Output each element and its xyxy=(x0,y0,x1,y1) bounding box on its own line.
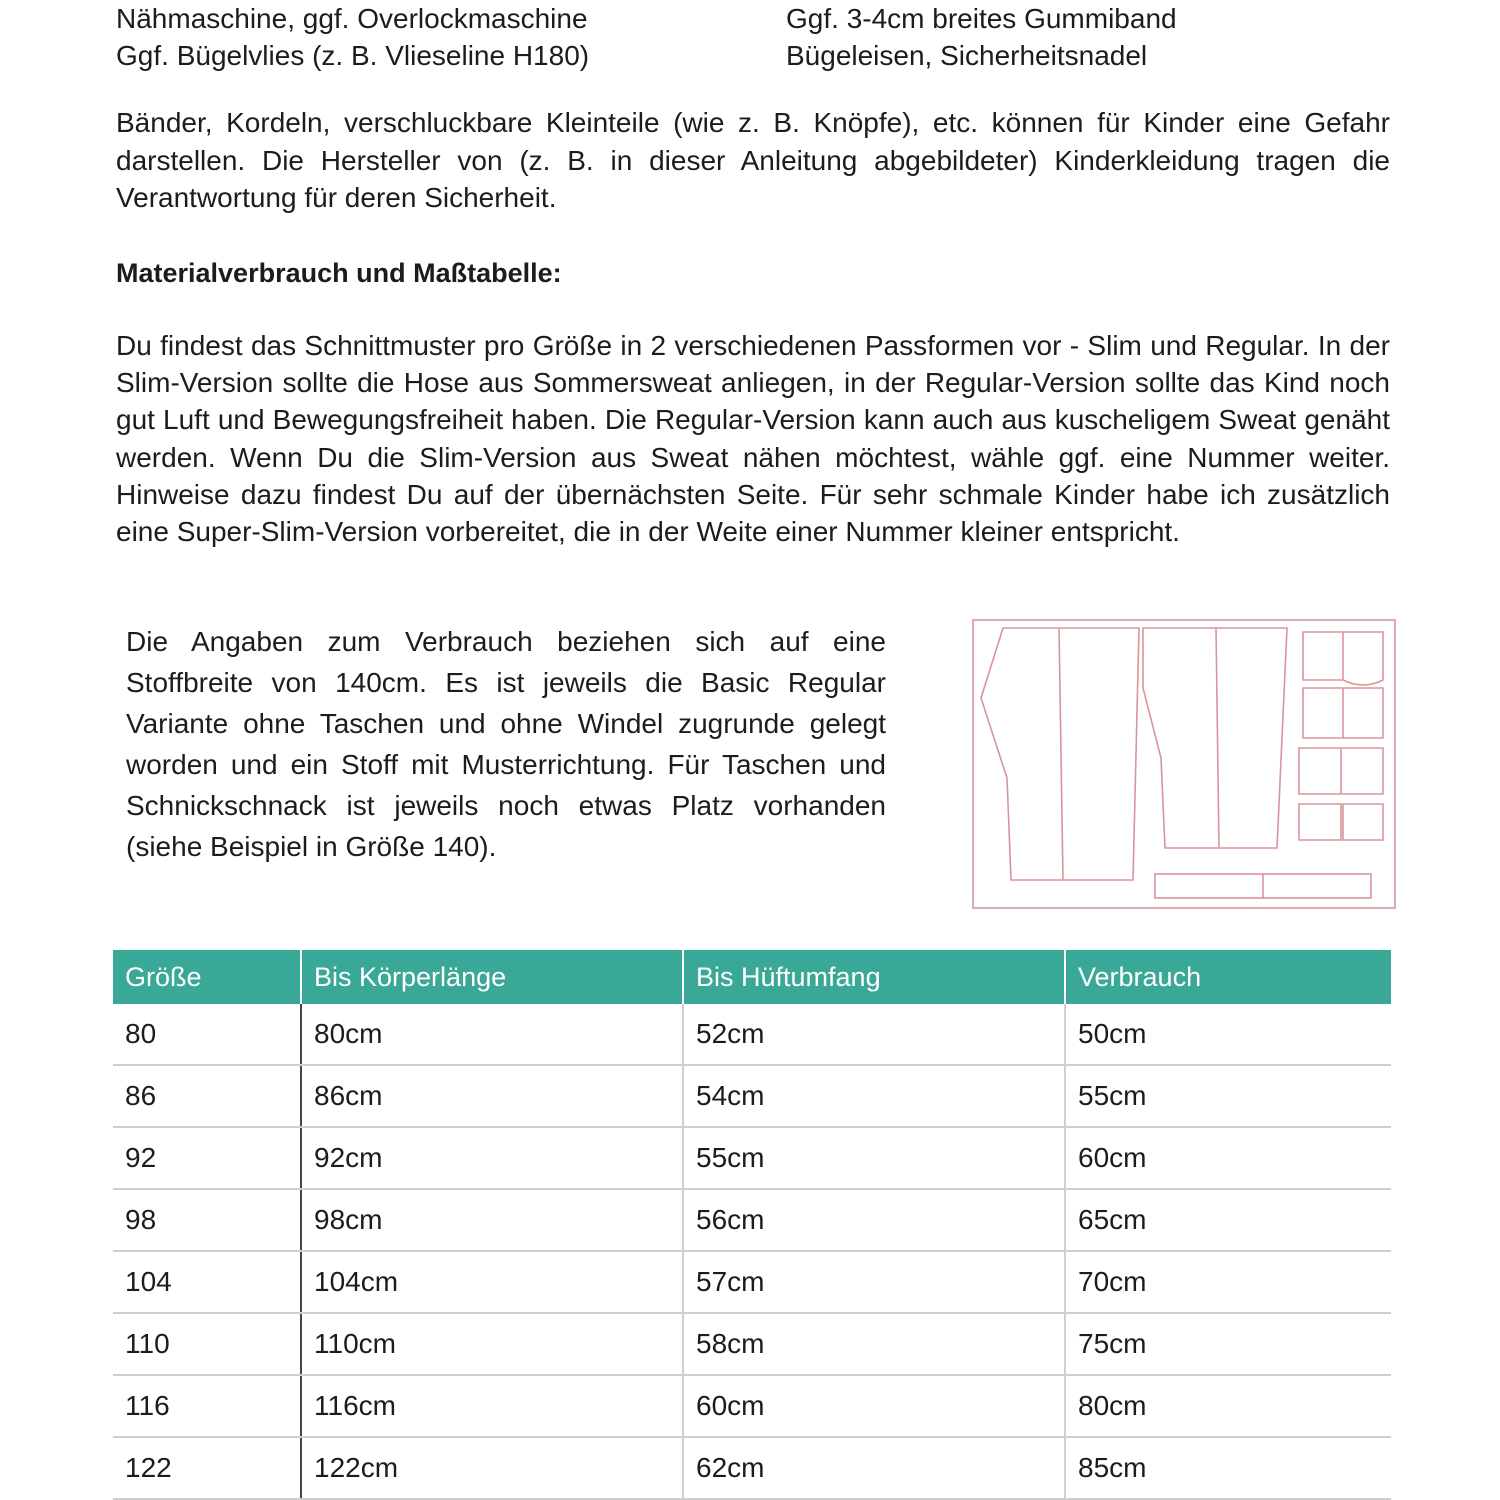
column-header-body-length: Bis Körperlänge xyxy=(301,950,683,1004)
hip-cell: 58cm xyxy=(683,1313,1065,1375)
consumption-cell: 75cm xyxy=(1065,1313,1391,1375)
size-cell: 122 xyxy=(113,1437,301,1499)
table-row xyxy=(113,1313,1391,1375)
table-row xyxy=(113,1375,1391,1437)
fabric-outline xyxy=(973,620,1395,908)
hip-cell: 57cm xyxy=(683,1251,1065,1313)
body-length-cell: 92cm xyxy=(301,1127,683,1189)
hip-cell: 54cm xyxy=(683,1065,1065,1127)
consumption-cell: 80cm xyxy=(1065,1375,1391,1437)
hip-cell: 56cm xyxy=(683,1189,1065,1251)
body-length-cell: 116cm xyxy=(301,1375,683,1437)
table-row xyxy=(113,1065,1391,1127)
material-item: Bügeleisen, Sicherheitsnadel xyxy=(786,40,1148,71)
size-cell: 110 xyxy=(113,1313,301,1375)
section-heading: Materialverbrauch und Maßtabelle: xyxy=(116,258,562,288)
size-cell: 104 xyxy=(113,1251,301,1313)
size-cell: 92 xyxy=(113,1127,301,1189)
hip-cell: 62cm xyxy=(683,1437,1065,1499)
column-header-consumption: Verbrauch xyxy=(1065,950,1391,1004)
table-row xyxy=(113,1189,1391,1251)
grainline xyxy=(1059,628,1063,880)
consumption-cell: 85cm xyxy=(1065,1437,1391,1499)
consumption-cell: 70cm xyxy=(1065,1251,1391,1313)
hip-cell: 52cm xyxy=(683,1004,1065,1065)
pocket-piece xyxy=(1343,804,1383,840)
consumption-cell: 60cm xyxy=(1065,1127,1391,1189)
size-cell: 98 xyxy=(113,1189,301,1251)
pocket-divider xyxy=(1341,632,1343,794)
size-table xyxy=(113,950,1391,1500)
material-item: Nähmaschine, ggf. Overlockmaschine xyxy=(116,3,588,34)
body-length-cell: 98cm xyxy=(301,1189,683,1251)
consumption-description: Die Angaben zum Verbrauch beziehen sich auf eine Stoffbreite von 140cm. Es ist jeweils die Basic Regular Variante ohne Taschen und ohne Windel zugrunde gelegt worden und ein Stoff mit Musterrichtung. Für Taschen und Schnickschnack ist jeweils noch etwas Platz vorhanden (siehe Beispiel in Größe 140). xyxy=(126,626,886,862)
consumption-cell: 50cm xyxy=(1065,1004,1391,1065)
table-header-row xyxy=(113,950,1391,1004)
consumption-cell: 65cm xyxy=(1065,1189,1391,1251)
material-row xyxy=(116,37,1396,74)
table-row xyxy=(113,1437,1391,1499)
size-cell: 86 xyxy=(113,1065,301,1127)
size-cell: 116 xyxy=(113,1375,301,1437)
table-row xyxy=(113,1251,1391,1313)
consumption-cell: 55cm xyxy=(1065,1065,1391,1127)
hip-cell: 60cm xyxy=(683,1375,1065,1437)
fit-description: Du findest das Schnittmuster pro Größe in 2 verschiedenen Passformen vor - Slim und Regular. In der Slim-Version sollte die Hose aus Sommersweat anliegen, in der Regular-Version sollte das Kind noch gut Luft und Bewegungsfreiheit haben. Die Regular-Version kann auch aus kuscheligem Sweat genäht werden. Wenn Du die Slim-Version aus Sweat nähen möchtest, wähle ggf. eine Nummer weiter. Hinweise dazu findest Du auf der übernächsten Seite. Für sehr schmale Kinder habe ich zusätzlich eine Super-Slim-Version vorbereitet, die in der Weite einer Nummer kleiner entspricht. xyxy=(116,330,1390,548)
body-length-cell: 80cm xyxy=(301,1004,683,1065)
body-length-cell: 86cm xyxy=(301,1065,683,1127)
body-length-cell: 104cm xyxy=(301,1251,683,1313)
grainline xyxy=(1216,628,1219,848)
material-item: Ggf. Bügelvlies (z. B. Vlieseline H180) xyxy=(116,40,590,71)
material-list xyxy=(116,0,1396,74)
table-row xyxy=(113,1127,1391,1189)
table-row xyxy=(113,1004,1391,1065)
body-length-cell: 122cm xyxy=(301,1437,683,1499)
safety-warning: Bänder, Kordeln, verschluckbare Kleinteile (wie z. B. Knöpfe), etc. können für Kinder eine Gefahr darstellen. Die Hersteller von (z. B. in dieser Anleitung abgebildeter) Kinderkleidung tragen die Verantwortung für deren Sicherheit. xyxy=(116,107,1390,213)
body-length-cell: 110cm xyxy=(301,1313,683,1375)
pocket-piece xyxy=(1299,804,1341,840)
column-header-size: Größe xyxy=(113,950,301,1004)
back-leg-piece xyxy=(1143,628,1287,848)
hip-cell: 55cm xyxy=(683,1127,1065,1189)
material-item: Ggf. 3-4cm breites Gummiband xyxy=(786,3,1177,34)
material-row xyxy=(116,0,1396,37)
column-header-hip: Bis Hüftumfang xyxy=(683,950,1065,1004)
cutting-layout-diagram xyxy=(971,618,1397,910)
size-cell: 80 xyxy=(113,1004,301,1065)
